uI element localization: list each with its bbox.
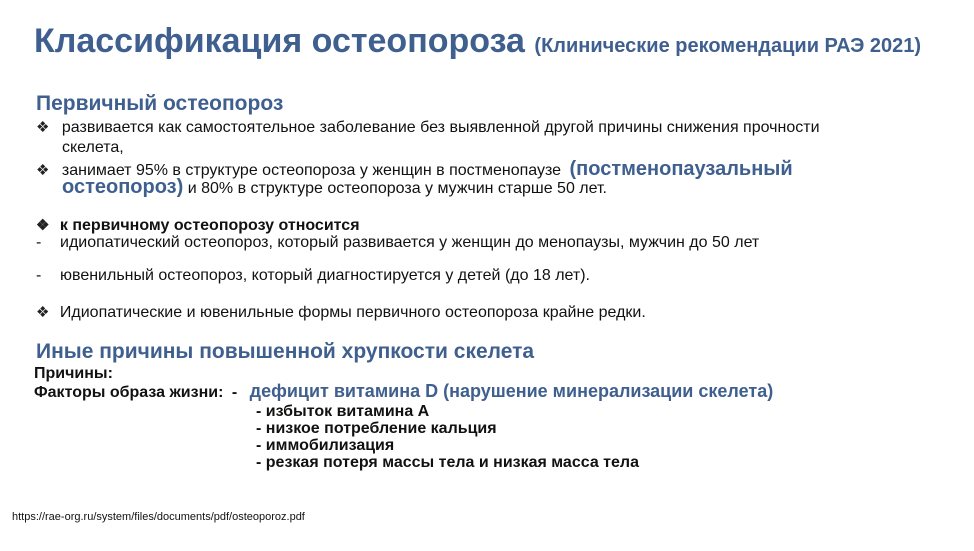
- lifestyle-row: Факторы образа жизни: - дефицит витамина D (нарушение минерализации скелета): [34, 381, 774, 401]
- slide-title: [34, 22, 921, 61]
- factor-item: - низкое потребление кальция: [256, 420, 497, 437]
- dash-item-2: - ювенильный остеопороз, который диагностируется у детей (до 18 лет).: [36, 267, 590, 284]
- source-link[interactable]: https://rae-org.ru/system/files/documents/pdf/osteoporoz.pdf: [12, 511, 305, 523]
- factor-item: - резкая потеря массы тела и низкая масса тела: [256, 454, 639, 471]
- factor-item: - избыток витамина А: [256, 403, 430, 420]
- rare-note: Идиопатические и ювенильные формы первичного остеопороза крайне редки.: [59, 304, 646, 321]
- factor-vitamin-d: дефицит витамина D (нарушение минерализации скелета): [249, 381, 774, 401]
- factor-text: низкое потребление кальция: [265, 420, 497, 437]
- bullet-2-highlight-b: остеопороз): [62, 176, 184, 198]
- title-main: Классификация остеопороза: [34, 22, 525, 60]
- factor-text: избыток витамина А: [265, 403, 430, 420]
- dash-item-text: идиопатический остеопороз, который развивается у женщин до менопаузы, мужчин до 50 лет: [60, 234, 760, 251]
- factor-text: резкая потеря массы тела и низкая масса тела: [265, 454, 639, 471]
- primary-bullet-1: [36, 118, 820, 138]
- dash-item-text: ювенильный остеопороз, который диагностируется у детей (до 18 лет).: [60, 267, 590, 284]
- lifestyle-label: Факторы образа жизни:: [34, 384, 224, 401]
- dash-item-1: - идиопатический остеопороз, который развивается у женщин до менопаузы, мужчин до 50 лет: [36, 234, 760, 251]
- factor-item: - иммобилизация: [256, 437, 395, 454]
- causes-label: Причины:: [34, 365, 113, 382]
- rare-note-row: [36, 303, 646, 323]
- diamond-bullet-icon: ❖: [36, 217, 50, 234]
- other-heading: Иные причины повышенной хрупкости скелета: [36, 340, 535, 363]
- bullet-1-line-1: развивается как самостоятельное заболевание без выявленной другой причины снижения прочности: [61, 119, 820, 136]
- title-subtitle: (Клинические рекомендации РАЭ 2021): [534, 35, 922, 57]
- factor-text: иммобилизация: [265, 437, 395, 454]
- includes-label: к первичному остеопорозу относится: [59, 217, 360, 234]
- bullet-1-line-2: скелета,: [62, 139, 124, 156]
- bullet-2-line-2: [62, 177, 607, 199]
- diamond-bullet-icon: ❖: [36, 119, 50, 136]
- bullet-2-text-2: и 80% в структуре остеопороза у мужчин старше 50 лет.: [187, 180, 607, 197]
- diamond-bullet-icon: ❖: [36, 304, 50, 321]
- bullet-2-highlight-a: (постменопаузальный: [569, 158, 793, 180]
- diamond-bullet-icon: ❖: [36, 162, 50, 179]
- bullet-2-text: занимает 95% в структуре остеопороза у женщин в постменопаузе: [61, 162, 562, 179]
- primary-heading: Первичный остеопороз: [36, 92, 284, 115]
